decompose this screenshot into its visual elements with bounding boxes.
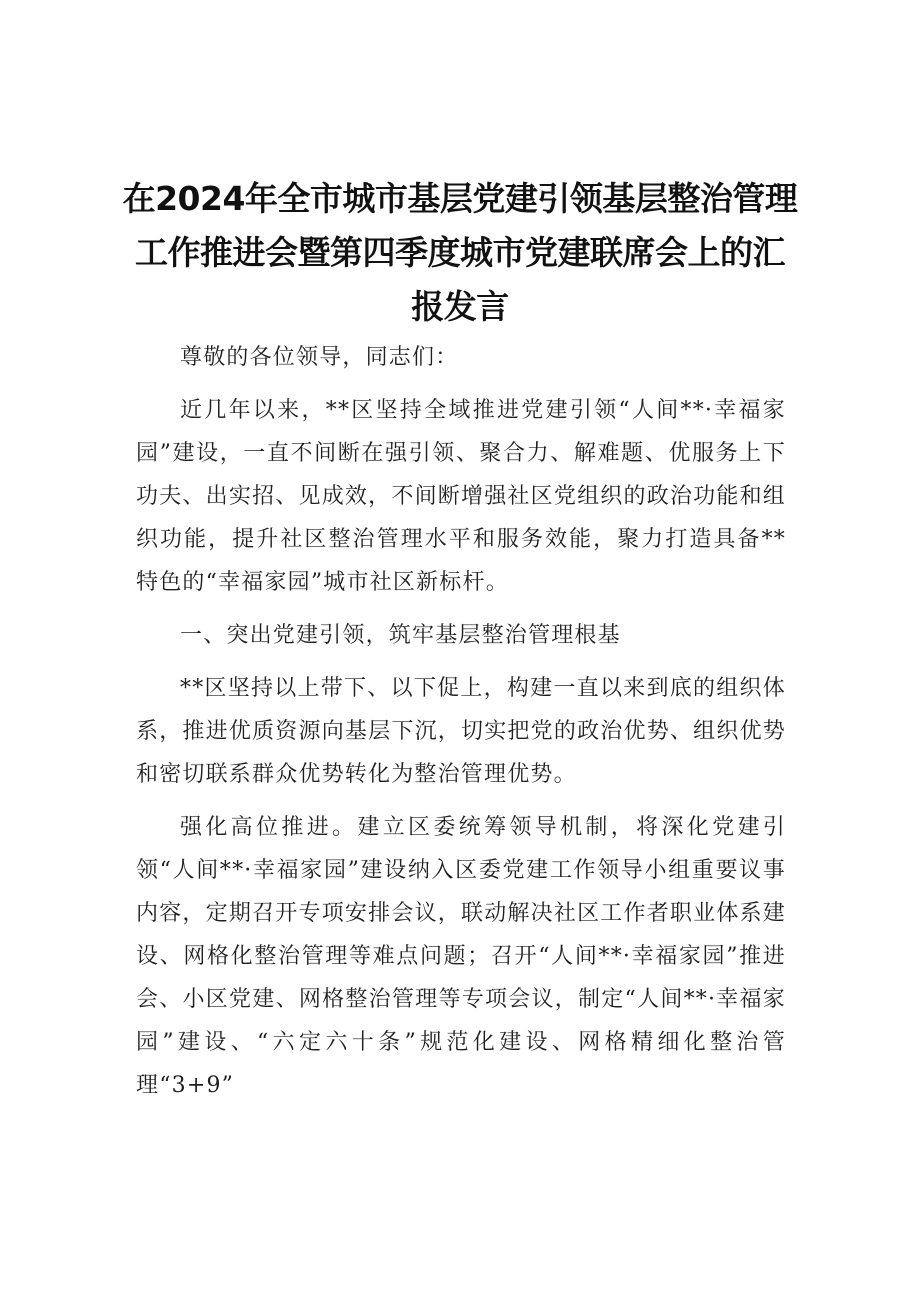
document-body — [136, 336, 786, 1117]
document-title: 在2024年全市城市基层党建引领基层整治管理工作推进会暨第四季度城市党建联席会上的汇报发言 — [122, 179, 798, 326]
paragraph-intro: 近几年以来，**区坚持全域推进党建引领“人间**·幸福家园”建设，一直不间断在强引领、聚合力、解难题、优服务上下功夫、出实招、见成效，不间断增强社区党组织的政治功能和组织功能，提升社区整治管理水平和服务效能，聚力打造具备**特色的“幸福家园”城市社区新标杆。 — [136, 398, 786, 595]
section-heading-1: 一、突出党建引领，筑牢基层整治管理根基 — [180, 623, 621, 648]
paragraph-high-level-promotion: 强化高位推进。建立区委统筹领导机制，将深化党建引领“人间**·幸福家园”建设纳入区委党建工作领导小组重要议事内容，定期召开专项安排会议，联动解决社区工作者职业体系建设、网格化整治管理等难点问题；召开“人间**·幸福家园”推进会、小区党建、网格整治管理等专项会议，制定“人间**·幸福家园”建设、“六定六十条”规范化建设、网格精细化整治管理“3+9” — [136, 815, 786, 1098]
paragraph-section-1: **区坚持以上带下、以下促上，构建一直以来到底的组织体系，推进优质资源向基层下沉，切实把党的政治优势、组织优势和密切联系群众优势转化为整治管理优势。 — [136, 676, 786, 787]
salutation: 尊敬的各位领导，同志们： — [180, 345, 459, 370]
